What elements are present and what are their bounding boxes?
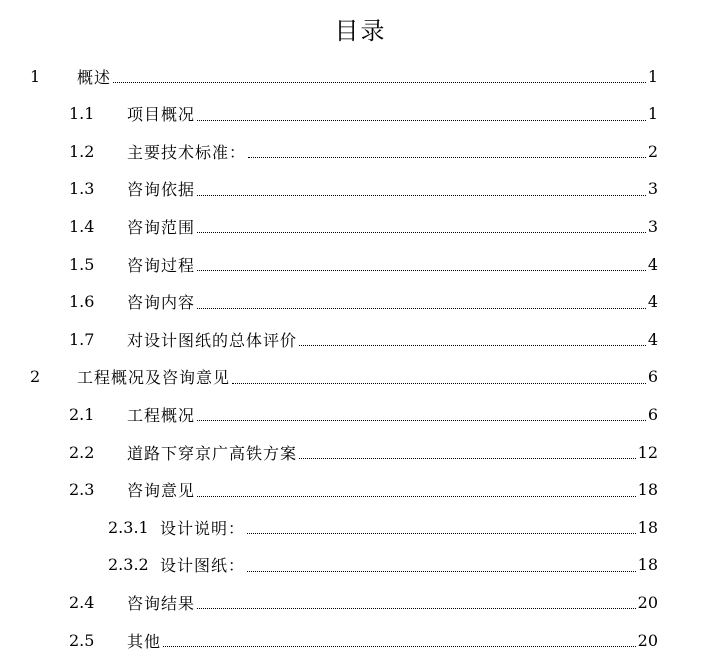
toc-entry-title: 咨询依据 [127, 180, 196, 200]
toc-entry-page-number: 18 [637, 555, 658, 575]
toc-entry[interactable] [69, 246, 658, 282]
toc-entry-title: 设计说明： [160, 518, 246, 538]
toc-entry-number: 1.7 [69, 329, 95, 349]
toc-entry-number: 1.1 [69, 104, 95, 124]
toc-entry[interactable] [108, 509, 658, 545]
toc-title: 目录 [334, 17, 387, 45]
toc-entry-number: 2.3 [69, 480, 95, 500]
toc-entry-number: 1.2 [69, 141, 95, 161]
toc-entry[interactable] [69, 284, 658, 320]
toc-entry-title: 设计图纸： [160, 556, 246, 576]
toc-entry-page-number: 6 [647, 367, 658, 387]
toc-dot-leader [299, 344, 646, 346]
toc-entry-page-number: 20 [637, 592, 658, 612]
toc-entry[interactable] [69, 171, 658, 207]
toc-entry[interactable] [69, 434, 658, 470]
toc-entry[interactable] [69, 133, 658, 169]
toc-dot-leader [232, 382, 646, 384]
toc-entry[interactable] [69, 208, 658, 244]
toc-entry[interactable] [69, 96, 658, 132]
toc-entry-page-number: 4 [647, 329, 658, 349]
toc-entry-number: 2 [30, 367, 41, 387]
toc-entry-page-number: 12 [637, 442, 658, 462]
toc-dot-leader [197, 307, 646, 309]
toc-dot-leader [197, 419, 646, 421]
toc-dot-leader [197, 269, 646, 271]
toc-entry-page-number: 1 [647, 104, 658, 124]
toc-entry-title: 项目概况 [127, 105, 196, 125]
toc-entry-number: 2.4 [69, 592, 95, 612]
toc-entry-number: 1.4 [69, 216, 95, 236]
toc-entry-page-number: 3 [647, 179, 658, 199]
toc-entry-title: 咨询意见 [127, 481, 196, 501]
toc-dot-leader [299, 457, 636, 459]
toc-entry-title: 咨询过程 [127, 255, 196, 275]
toc-entry-page-number: 4 [647, 292, 658, 312]
toc-dot-leader [197, 194, 646, 196]
toc-entry-number: 2.1 [69, 404, 95, 424]
toc-entry-title: 其他 [127, 631, 162, 651]
toc-entry-number: 1.3 [69, 179, 95, 199]
toc-dot-leader [113, 81, 646, 83]
toc-entry[interactable] [69, 584, 658, 620]
toc-entry-number: 2.3.1 [108, 517, 149, 537]
toc-dot-leader [163, 645, 636, 647]
toc-entry-page-number: 6 [647, 404, 658, 424]
toc-entry[interactable] [30, 359, 658, 395]
toc-entry-title: 道路下穿京广高铁方案 [127, 443, 298, 463]
toc-entry[interactable] [69, 622, 658, 658]
toc-entry-page-number: 3 [647, 216, 658, 236]
toc-entry-number: 2.2 [69, 442, 95, 462]
toc-entry-title: 对设计图纸的总体评价 [127, 330, 298, 350]
toc-dot-leader [248, 156, 646, 158]
toc-entry-title: 咨询内容 [127, 293, 196, 313]
toc-entry-title: 咨询结果 [127, 593, 196, 613]
toc-dot-leader [247, 570, 636, 572]
toc-dot-leader [247, 532, 636, 534]
toc-dot-leader [197, 607, 636, 609]
toc-entry-page-number: 18 [637, 480, 658, 500]
toc-entry-number: 2.3.2 [108, 555, 149, 575]
toc-entry-page-number: 4 [647, 254, 658, 274]
toc-entry-title: 工程概况及咨询意见 [77, 368, 231, 388]
toc-entry-title: 概述 [77, 67, 112, 87]
toc-dot-leader [197, 495, 636, 497]
toc-entry-number: 1.6 [69, 292, 95, 312]
toc-dot-leader [197, 119, 646, 121]
toc-dot-leader [197, 231, 646, 233]
toc-entry-page-number: 1 [647, 66, 658, 86]
toc-entry[interactable] [30, 58, 658, 94]
toc-entry[interactable] [69, 321, 658, 357]
toc-entry[interactable] [69, 396, 658, 432]
toc-entry-number: 1.5 [69, 254, 95, 274]
toc-entry[interactable] [108, 547, 658, 583]
toc-entry-page-number: 18 [637, 517, 658, 537]
toc-entry-page-number: 20 [637, 630, 658, 650]
toc-entry[interactable] [69, 472, 658, 508]
toc-entry-title: 咨询范围 [127, 217, 196, 237]
toc-entry-title: 主要技术标准： [127, 142, 247, 162]
toc-entry-number: 1 [30, 66, 41, 86]
toc-entry-page-number: 2 [647, 141, 658, 161]
toc-entry-number: 2.5 [69, 630, 95, 650]
toc-entry-title: 工程概况 [127, 405, 196, 425]
